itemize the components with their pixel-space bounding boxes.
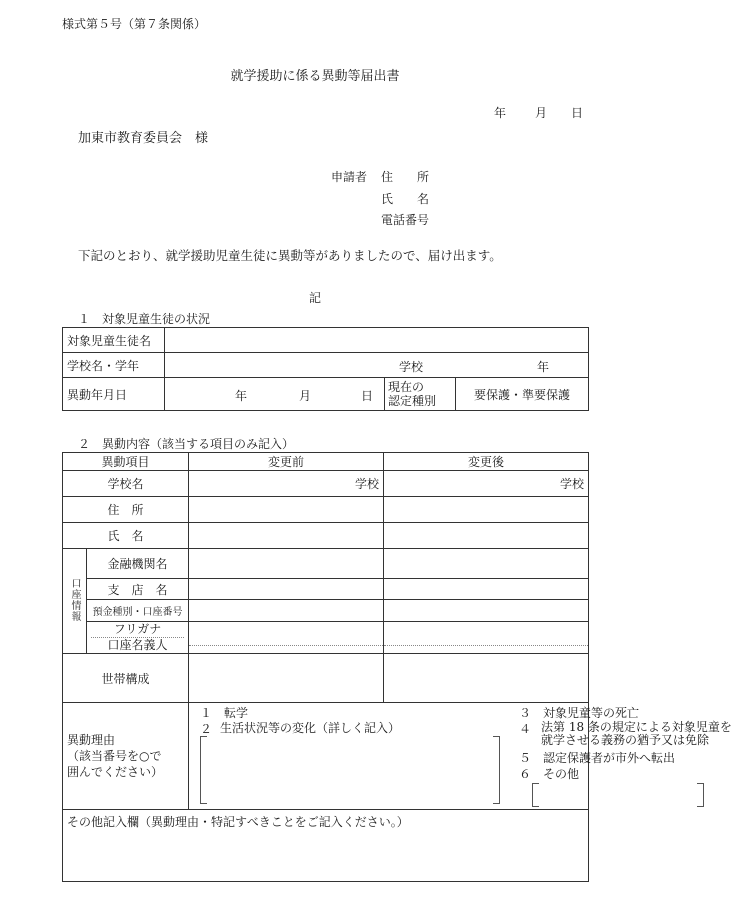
date-day-label: 日 (571, 106, 584, 120)
reason-option-4-line1[interactable]: 法第 18 条の規定による対象児童を (541, 720, 732, 734)
reason-option-2-num[interactable]: ２ (200, 722, 213, 736)
grade-suffix: 年 (537, 360, 550, 374)
reason-label-line1: 異動理由 (67, 733, 116, 747)
reason-option-2[interactable]: 生活状況等の変化（詳しく記入） (220, 721, 401, 735)
kana-holder-label (87, 622, 189, 654)
row-bank-label: 金融機関名 (87, 549, 189, 579)
other-note-label: その他記入欄（異動理由・特記すべきことをご記入ください。） (67, 815, 409, 829)
reason-option-1[interactable]: １ 転学 (200, 706, 249, 720)
form-number: 様式第５号（第７条関係） (62, 17, 207, 31)
branch-after-field[interactable] (384, 579, 589, 600)
school-before-field[interactable] (189, 471, 384, 497)
reason-option-3[interactable]: ３ 対象児童等の死亡 (519, 706, 640, 720)
move-date-day: 日 (361, 389, 374, 403)
holder-before-field[interactable] (189, 622, 384, 654)
applicant-phone-label: 電話番号 (381, 213, 430, 227)
household-after-field[interactable] (384, 654, 589, 703)
reason-options (189, 703, 732, 810)
cert-type-value[interactable]: 要保護・準要保護 (456, 378, 589, 411)
addressee: 加東市教育委員会 様 (78, 131, 209, 146)
applicant-address-label: 住 所 (381, 170, 430, 184)
reason-6-bracket-right (697, 783, 704, 807)
reason-2-bracket-right (493, 736, 500, 804)
row-kana-label: フリガナ (91, 622, 184, 638)
row-name-label: 氏 名 (63, 523, 189, 549)
page-title: 就学援助に係る異動等届出書 (230, 69, 400, 84)
section1-heading: １ 対象児童生徒の状況 (78, 312, 211, 326)
date-month-label: 月 (535, 106, 548, 120)
ki-label: 記 (308, 291, 321, 305)
reason-2-bracket-left (200, 736, 207, 804)
applicant-name-label: 氏 名 (381, 192, 430, 206)
col-header-before: 変更前 (189, 453, 384, 471)
section1-table (62, 327, 589, 411)
reason-option-5[interactable]: ５ 認定保護者が市外へ転出 (519, 751, 676, 765)
intro-text: 下記のとおり、就学援助児童生徒に異動等がありましたので、届け出ます。 (78, 248, 502, 263)
col-header-after: 変更後 (384, 453, 589, 471)
reason-label-line3: 囲んでください） (67, 765, 164, 779)
student-name-label: 対象児童生徒名 (63, 328, 165, 353)
row-school-label: 学校名 (63, 471, 189, 497)
name-before-field[interactable] (189, 523, 384, 549)
row-household-label: 世帯構成 (63, 654, 189, 703)
move-date-month: 月 (299, 389, 312, 403)
reason-option-4-line2[interactable]: 就学させる義務の猶予又は免除 (541, 733, 710, 747)
reason-label-line2: （該当番号を○で (67, 749, 162, 763)
school-after-field[interactable] (384, 471, 589, 497)
school-before-suffix: 学校 (355, 477, 380, 491)
account-after-field[interactable] (384, 600, 589, 622)
reason-label (63, 703, 189, 810)
reason-2-detail-field[interactable] (207, 737, 491, 801)
cert-label-line2: 認定種別 (388, 394, 437, 408)
account-group-label (63, 549, 87, 654)
move-date-label: 異動年月日 (63, 378, 165, 411)
reason-option-6[interactable]: ６ その他 (519, 767, 580, 781)
address-before-field[interactable] (189, 497, 384, 523)
address-after-field[interactable] (384, 497, 589, 523)
school-suffix: 学校 (399, 360, 424, 374)
section2-heading: ２ 異動内容（該当する項目のみ記入） (78, 437, 295, 451)
name-after-field[interactable] (384, 523, 589, 549)
row-account-label: 預金種別・口座番号 (87, 600, 189, 622)
reason-option-4-num[interactable]: ４ (519, 722, 532, 736)
row-branch-label: 支 店 名 (87, 579, 189, 600)
col-header-item: 異動項目 (63, 453, 189, 471)
school-after-suffix: 学校 (560, 477, 585, 491)
section2-table (62, 452, 732, 882)
cert-label-line1: 現在の (388, 380, 425, 394)
household-before-field[interactable] (189, 654, 384, 703)
reason-6-bracket-left (532, 783, 539, 807)
school-grade-field[interactable] (165, 353, 589, 378)
row-holder-label: 口座名義人 (107, 638, 168, 652)
other-note-field[interactable] (63, 810, 589, 882)
account-before-field[interactable] (189, 600, 384, 622)
bank-after-field[interactable] (384, 549, 589, 579)
branch-before-field[interactable] (189, 579, 384, 600)
reason-6-detail-field[interactable] (539, 784, 697, 804)
row-address-label: 住 所 (63, 497, 189, 523)
holder-after-field[interactable] (384, 622, 589, 654)
cert-type-label (385, 378, 456, 411)
account-group-text: 口座情報 (69, 577, 80, 622)
move-date-year: 年 (235, 389, 248, 403)
bank-before-field[interactable] (189, 549, 384, 579)
school-grade-label: 学校名・学年 (63, 353, 165, 378)
student-name-field[interactable] (165, 328, 589, 353)
date-year-label: 年 (494, 106, 507, 120)
applicant-label: 申請者 (331, 170, 368, 184)
move-date-field[interactable] (165, 378, 385, 411)
